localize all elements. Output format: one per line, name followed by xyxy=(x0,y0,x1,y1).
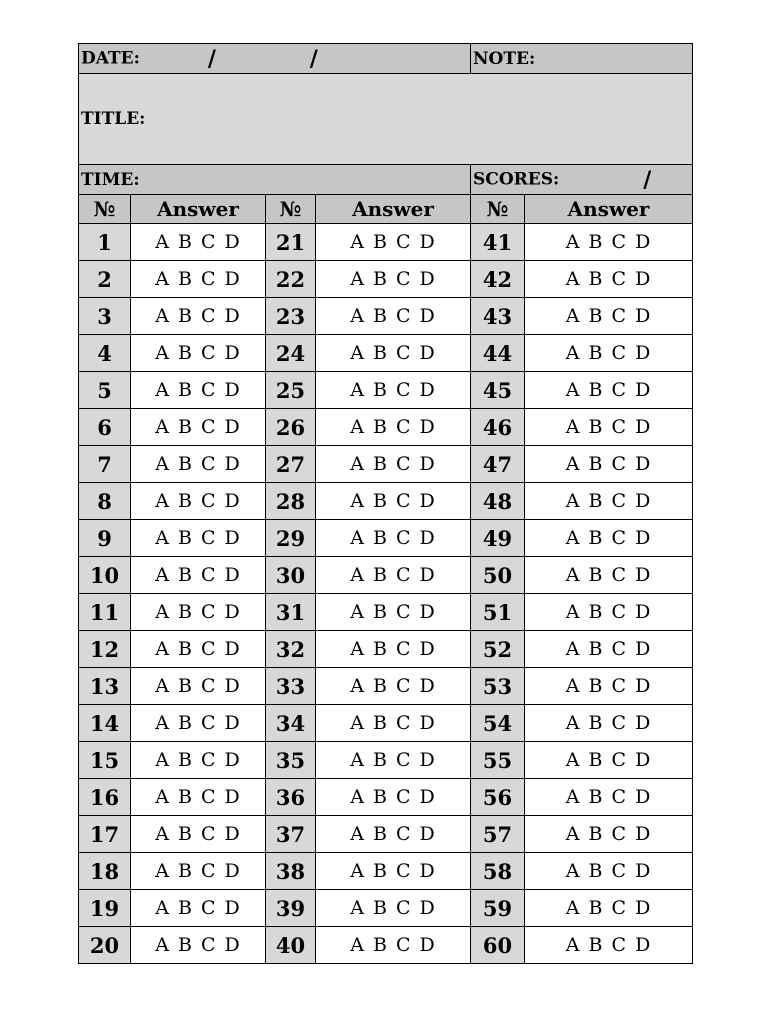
question-row xyxy=(79,557,693,594)
date-separator-2: / xyxy=(309,45,318,72)
question-number: 24 xyxy=(266,335,316,372)
question-row xyxy=(79,483,693,520)
question-number: 7 xyxy=(79,446,131,483)
question-row xyxy=(79,631,693,668)
question-number: 5 xyxy=(79,372,131,409)
answer-choices[interactable]: A B C D xyxy=(131,668,266,705)
question-row xyxy=(79,890,693,927)
question-row xyxy=(79,520,693,557)
answer-choices[interactable]: A B C D xyxy=(316,520,471,557)
question-row xyxy=(79,261,693,298)
question-number: 45 xyxy=(471,372,525,409)
date-field[interactable] xyxy=(79,44,471,74)
answer-choices[interactable]: A B C D xyxy=(316,557,471,594)
question-number: 10 xyxy=(79,557,131,594)
answer-choices[interactable]: A B C D xyxy=(131,298,266,335)
answer-choices[interactable]: A B C D xyxy=(131,483,266,520)
date-note-row xyxy=(79,44,693,74)
question-number: 44 xyxy=(471,335,525,372)
answer-choices[interactable]: A B C D xyxy=(525,261,693,298)
note-label: NOTE: xyxy=(473,48,536,69)
question-row xyxy=(79,409,693,446)
answer-sheet-table xyxy=(78,43,693,964)
answer-choices[interactable]: A B C D xyxy=(525,705,693,742)
answer-choices[interactable]: A B C D xyxy=(525,742,693,779)
question-row xyxy=(79,705,693,742)
question-number: 37 xyxy=(266,816,316,853)
answer-choices[interactable]: A B C D xyxy=(525,446,693,483)
title-label: TITLE: xyxy=(81,109,146,129)
answer-choices[interactable]: A B C D xyxy=(131,261,266,298)
answer-column-header-1: Answer xyxy=(131,195,266,224)
answer-choices[interactable]: A B C D xyxy=(525,335,693,372)
note-field[interactable] xyxy=(471,44,693,74)
question-number: 60 xyxy=(471,927,525,964)
answer-choices[interactable]: A B C D xyxy=(131,372,266,409)
question-number: 33 xyxy=(266,668,316,705)
answer-choices[interactable]: A B C D xyxy=(316,927,471,964)
answer-choices[interactable]: A B C D xyxy=(525,409,693,446)
question-row xyxy=(79,224,693,261)
question-number: 35 xyxy=(266,742,316,779)
question-row xyxy=(79,853,693,890)
answer-choices[interactable]: A B C D xyxy=(316,890,471,927)
question-row xyxy=(79,372,693,409)
answer-choices[interactable]: A B C D xyxy=(525,298,693,335)
question-row xyxy=(79,927,693,964)
answer-choices[interactable]: A B C D xyxy=(316,372,471,409)
answer-choices[interactable]: A B C D xyxy=(131,705,266,742)
question-row xyxy=(79,594,693,631)
title-field[interactable] xyxy=(79,74,693,165)
answer-choices[interactable]: A B C D xyxy=(131,631,266,668)
scores-label: SCORES: xyxy=(473,169,560,189)
answer-choices[interactable]: A B C D xyxy=(131,816,266,853)
answer-column-header-3: Answer xyxy=(525,195,693,224)
question-row xyxy=(79,298,693,335)
time-scores-row xyxy=(79,165,693,195)
answer-choices[interactable]: A B C D xyxy=(525,631,693,668)
question-number: 4 xyxy=(79,335,131,372)
question-number: 16 xyxy=(79,779,131,816)
question-number: 53 xyxy=(471,668,525,705)
answer-choices[interactable]: A B C D xyxy=(131,742,266,779)
question-number: 2 xyxy=(79,261,131,298)
date-label: DATE: xyxy=(81,48,140,68)
question-number: 26 xyxy=(266,409,316,446)
answer-choices[interactable]: A B C D xyxy=(131,446,266,483)
question-number: 15 xyxy=(79,742,131,779)
answer-choices[interactable]: A B C D xyxy=(131,409,266,446)
answer-choices[interactable]: A B C D xyxy=(316,742,471,779)
question-number: 18 xyxy=(79,853,131,890)
number-column-header-3: № xyxy=(471,195,525,224)
answer-choices[interactable]: A B C D xyxy=(525,927,693,964)
question-row xyxy=(79,446,693,483)
answer-choices[interactable]: A B C D xyxy=(525,557,693,594)
question-number: 11 xyxy=(79,594,131,631)
answer-choices[interactable]: A B C D xyxy=(316,224,471,261)
answer-choices[interactable]: A B C D xyxy=(525,890,693,927)
answer-choices[interactable]: A B C D xyxy=(316,261,471,298)
time-field[interactable] xyxy=(79,165,471,195)
question-number: 19 xyxy=(79,890,131,927)
answer-choices[interactable]: A B C D xyxy=(131,890,266,927)
question-number: 13 xyxy=(79,668,131,705)
question-number: 52 xyxy=(471,631,525,668)
title-row xyxy=(79,74,693,165)
question-number: 38 xyxy=(266,853,316,890)
number-column-header-2: № xyxy=(266,195,316,224)
answer-choices[interactable]: A B C D xyxy=(316,409,471,446)
question-number: 46 xyxy=(471,409,525,446)
answer-choices[interactable]: A B C D xyxy=(525,224,693,261)
question-number: 58 xyxy=(471,853,525,890)
answer-choices[interactable]: A B C D xyxy=(316,298,471,335)
number-column-header-1: № xyxy=(79,195,131,224)
question-number: 20 xyxy=(79,927,131,964)
answer-choices[interactable]: A B C D xyxy=(525,779,693,816)
question-number: 17 xyxy=(79,816,131,853)
answer-choices[interactable]: A B C D xyxy=(131,779,266,816)
question-number: 12 xyxy=(79,631,131,668)
answer-choices[interactable]: A B C D xyxy=(316,779,471,816)
question-row xyxy=(79,816,693,853)
answer-choices[interactable]: A B C D xyxy=(316,335,471,372)
question-row xyxy=(79,742,693,779)
answer-choices[interactable]: A B C D xyxy=(316,446,471,483)
answer-choices[interactable]: A B C D xyxy=(525,483,693,520)
answer-choices[interactable]: A B C D xyxy=(316,631,471,668)
question-number: 23 xyxy=(266,298,316,335)
question-number: 1 xyxy=(79,224,131,261)
answer-column-header-2: Answer xyxy=(316,195,471,224)
question-number: 40 xyxy=(266,927,316,964)
question-row xyxy=(79,779,693,816)
answer-choices[interactable]: A B C D xyxy=(316,853,471,890)
answer-choices[interactable]: A B C D xyxy=(525,594,693,631)
scores-separator: / xyxy=(643,166,652,193)
question-number: 43 xyxy=(471,298,525,335)
question-number: 30 xyxy=(266,557,316,594)
question-number: 48 xyxy=(471,483,525,520)
answer-choices[interactable]: A B C D xyxy=(131,557,266,594)
answer-choices[interactable]: A B C D xyxy=(316,705,471,742)
question-number: 27 xyxy=(266,446,316,483)
question-number: 47 xyxy=(471,446,525,483)
question-number: 25 xyxy=(266,372,316,409)
question-number: 21 xyxy=(266,224,316,261)
column-header-row xyxy=(79,195,693,224)
question-number: 34 xyxy=(266,705,316,742)
scores-field[interactable] xyxy=(471,165,693,195)
question-number: 22 xyxy=(266,261,316,298)
answer-choices[interactable]: A B C D xyxy=(131,853,266,890)
question-number: 39 xyxy=(266,890,316,927)
answer-choices[interactable]: A B C D xyxy=(316,594,471,631)
question-number: 55 xyxy=(471,742,525,779)
answer-choices[interactable]: A B C D xyxy=(131,224,266,261)
question-number: 57 xyxy=(471,816,525,853)
question-number: 31 xyxy=(266,594,316,631)
question-number: 50 xyxy=(471,557,525,594)
answer-choices[interactable]: A B C D xyxy=(316,816,471,853)
answer-choices[interactable]: A B C D xyxy=(131,335,266,372)
question-number: 32 xyxy=(266,631,316,668)
answer-choices[interactable]: A B C D xyxy=(525,816,693,853)
answer-choices[interactable]: A B C D xyxy=(131,594,266,631)
question-row xyxy=(79,335,693,372)
question-number: 3 xyxy=(79,298,131,335)
question-number: 42 xyxy=(471,261,525,298)
question-number: 14 xyxy=(79,705,131,742)
question-row xyxy=(79,668,693,705)
answer-choices[interactable]: A B C D xyxy=(525,520,693,557)
question-number: 28 xyxy=(266,483,316,520)
question-number: 59 xyxy=(471,890,525,927)
question-number: 8 xyxy=(79,483,131,520)
question-number: 56 xyxy=(471,779,525,816)
time-label: TIME: xyxy=(81,169,140,190)
question-number: 9 xyxy=(79,520,131,557)
answer-choices[interactable]: A B C D xyxy=(316,668,471,705)
date-separator-1: / xyxy=(207,45,216,72)
question-number: 54 xyxy=(471,705,525,742)
question-number: 41 xyxy=(471,224,525,261)
answer-choices[interactable]: A B C D xyxy=(131,927,266,964)
question-number: 6 xyxy=(79,409,131,446)
answer-choices[interactable]: A B C D xyxy=(525,372,693,409)
answer-choices[interactable]: A B C D xyxy=(525,853,693,890)
answer-choices[interactable]: A B C D xyxy=(131,520,266,557)
answer-choices[interactable]: A B C D xyxy=(525,668,693,705)
question-number: 29 xyxy=(266,520,316,557)
question-number: 51 xyxy=(471,594,525,631)
answer-choices[interactable]: A B C D xyxy=(316,483,471,520)
question-number: 49 xyxy=(471,520,525,557)
question-number: 36 xyxy=(266,779,316,816)
